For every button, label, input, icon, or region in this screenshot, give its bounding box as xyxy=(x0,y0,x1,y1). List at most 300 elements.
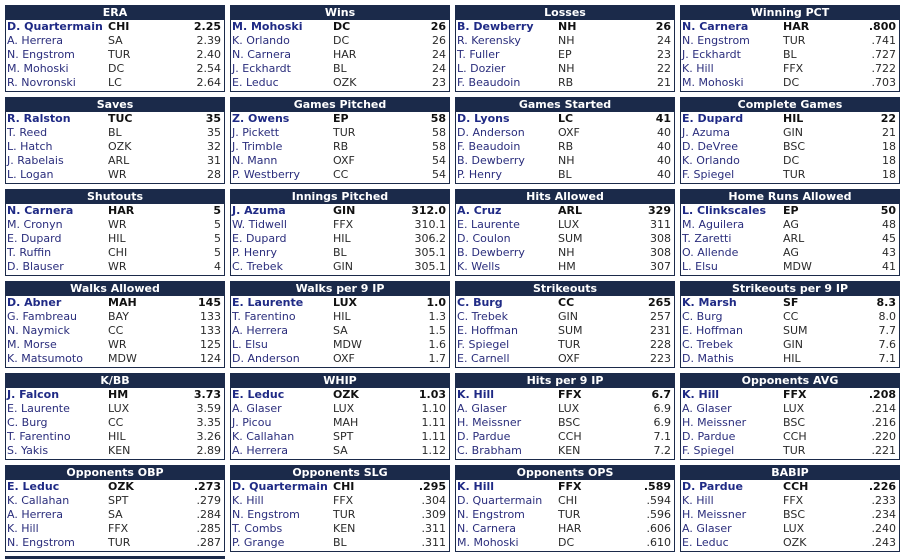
player-name-link[interactable]: E. Hoffman xyxy=(457,324,518,337)
player-name-link[interactable]: M. Morse xyxy=(7,338,57,351)
player-name-link[interactable]: A. Cruz xyxy=(457,204,502,217)
player-name-link[interactable]: A. Herrera xyxy=(232,444,289,457)
stat-value: 40 xyxy=(657,140,671,153)
player-name-link[interactable]: D. Pardue xyxy=(682,430,736,443)
leaderboard-row xyxy=(6,296,224,310)
stat-value: 2.39 xyxy=(196,34,221,47)
player-name-link[interactable]: J. Trimble xyxy=(232,140,283,153)
stat-value: 41 xyxy=(882,260,896,273)
team-abbreviation: BSC xyxy=(558,416,581,429)
player-name-link[interactable]: J. Rabelais xyxy=(7,154,64,167)
player-name-link[interactable]: A. Herrera xyxy=(7,508,64,521)
stat-value: 3.73 xyxy=(193,388,221,401)
leaderboard-card xyxy=(455,97,675,184)
player-name-link[interactable]: E. Hoffman xyxy=(682,324,743,337)
leaderboard-row xyxy=(6,76,224,90)
player-name-link[interactable]: L. Logan xyxy=(7,168,54,181)
player-name-link[interactable]: D. Pardue xyxy=(457,430,511,443)
leaderboard-row xyxy=(456,260,674,274)
stat-value: 4 xyxy=(214,260,221,273)
player-name-link[interactable]: K. Orlando xyxy=(682,154,740,167)
player-name-link[interactable]: T. Farentino xyxy=(232,310,296,323)
leaderboard-row xyxy=(681,76,899,90)
player-name-link[interactable]: B. Dewberry xyxy=(457,20,534,33)
player-name-link[interactable]: N. Engstrom xyxy=(457,508,525,521)
team-abbreviation: EP xyxy=(558,48,572,61)
player-name-link[interactable]: E. Carnell xyxy=(457,352,510,365)
team-abbreviation: SA xyxy=(108,508,123,521)
stat-value: 311 xyxy=(650,218,671,231)
leaderboard-title: Saves xyxy=(6,98,224,112)
player-name-link[interactable]: R. Ralston xyxy=(7,112,71,125)
stat-value: 2.25 xyxy=(193,20,221,33)
team-abbreviation: CCH xyxy=(558,430,582,443)
leaderboard-row xyxy=(681,204,899,218)
player-name-link[interactable]: C. Trebek xyxy=(232,260,283,273)
leaderboard-row xyxy=(681,154,899,168)
team-abbreviation: CC xyxy=(333,168,349,181)
player-name-link[interactable]: M. Mohoski xyxy=(457,536,519,549)
leaderboard-row xyxy=(231,338,449,352)
leaderboard-row xyxy=(6,310,224,324)
leaderboard-row xyxy=(6,430,224,444)
leaderboard-card xyxy=(680,97,900,184)
player-name-link[interactable]: K. Hill xyxy=(232,494,264,507)
leaderboard-row xyxy=(681,126,899,140)
team-abbreviation: HAR xyxy=(558,522,582,535)
leaderboard-row xyxy=(6,416,224,430)
team-abbreviation: TUR xyxy=(333,508,356,521)
stat-value: 312.0 xyxy=(411,204,446,217)
leaderboard-row xyxy=(456,508,674,522)
player-name-link[interactable]: D. DeVree xyxy=(682,140,739,153)
leaderboard-row xyxy=(681,48,899,62)
player-name-link[interactable]: D. Abner xyxy=(7,296,62,309)
leaderboard-row xyxy=(681,352,899,366)
leaderboard-row xyxy=(456,62,674,76)
team-abbreviation: FFX xyxy=(783,62,804,75)
team-abbreviation: OZK xyxy=(108,140,132,153)
stat-value: 223 xyxy=(650,352,671,365)
stat-value: .234 xyxy=(871,508,896,521)
team-abbreviation: LUX xyxy=(558,402,580,415)
player-name-link[interactable]: F. Beaudoin xyxy=(457,76,521,89)
team-abbreviation: HM xyxy=(108,388,129,401)
player-name-link[interactable]: T. Reed xyxy=(7,126,48,139)
team-abbreviation: LUX xyxy=(783,402,805,415)
leaderboard-title: Opponents OBP xyxy=(6,466,224,480)
player-name-link[interactable]: R. Novronski xyxy=(7,76,76,89)
player-name-link[interactable]: M. Mohoski xyxy=(682,76,744,89)
leaderboard-row xyxy=(681,168,899,182)
leaderboard-row xyxy=(681,260,899,274)
leaderboard-title: WHIP xyxy=(231,374,449,388)
team-abbreviation: MDW xyxy=(333,338,362,351)
player-name-link[interactable]: T. Ruffin xyxy=(7,246,52,259)
team-abbreviation: OZK xyxy=(333,76,357,89)
leaderboard-card xyxy=(5,281,225,368)
leaderboard-title: Opponents SLG xyxy=(231,466,449,480)
team-abbreviation: CC xyxy=(558,296,575,309)
player-name-link[interactable]: H. Meissner xyxy=(682,508,747,521)
player-name-link[interactable]: N. Engstrom xyxy=(7,48,75,61)
team-abbreviation: FFX xyxy=(558,480,582,493)
leaderboard-row xyxy=(681,430,899,444)
player-name-link[interactable]: L. Dozier xyxy=(457,62,506,75)
team-abbreviation: BL xyxy=(558,168,572,181)
team-abbreviation: FFX xyxy=(783,388,807,401)
player-name-link[interactable]: B. Dewberry xyxy=(457,154,525,167)
player-name-link[interactable]: K. Callahan xyxy=(7,494,70,507)
player-name-link[interactable]: F. Spiegel xyxy=(682,168,735,181)
leaderboard-row xyxy=(231,76,449,90)
player-name-link[interactable]: A. Glaser xyxy=(457,402,507,415)
player-name-link[interactable]: E. Laurente xyxy=(457,218,520,231)
player-name-link[interactable]: J. Pickett xyxy=(232,126,280,139)
player-name-link[interactable]: E. Dupard xyxy=(232,232,287,245)
leaderboard-card xyxy=(5,189,225,276)
leaderboard-row xyxy=(456,480,674,494)
stat-value: .240 xyxy=(871,522,896,535)
player-name-link[interactable]: M. Aguilera xyxy=(682,218,745,231)
player-name-link[interactable]: K. Matsumoto xyxy=(7,352,83,365)
leaderboard-row xyxy=(231,522,449,536)
team-abbreviation: LUX xyxy=(108,402,130,415)
leaderboard-row xyxy=(456,352,674,366)
player-name-link[interactable]: K. Orlando xyxy=(232,34,290,47)
team-abbreviation: HIL xyxy=(333,310,351,323)
player-name-link[interactable]: A. Herrera xyxy=(7,34,64,47)
stat-value: 41 xyxy=(655,112,671,125)
player-name-link[interactable]: D. Blauser xyxy=(7,260,64,273)
player-name-link[interactable]: L. Elsu xyxy=(682,260,718,273)
leaderboard-title: Innings Pitched xyxy=(231,190,449,204)
player-name-link[interactable]: E. Leduc xyxy=(232,76,279,89)
leaderboard-card xyxy=(680,465,900,552)
player-name-link[interactable]: C. Burg xyxy=(7,416,48,429)
leaderboard-row xyxy=(456,48,674,62)
team-abbreviation: WR xyxy=(108,218,127,231)
player-name-link[interactable]: K. Callahan xyxy=(232,430,295,443)
player-name-link[interactable]: K. Hill xyxy=(682,388,720,401)
player-name-link[interactable]: H. Meissner xyxy=(457,416,522,429)
team-abbreviation: HAR xyxy=(333,48,357,61)
leaderboard-row xyxy=(6,48,224,62)
team-abbreviation: OXF xyxy=(558,352,580,365)
leaderboard-row xyxy=(6,388,224,402)
team-abbreviation: WR xyxy=(108,168,127,181)
leaderboard-card xyxy=(230,373,450,460)
leaderboard-row xyxy=(456,154,674,168)
player-name-link[interactable]: K. Marsh xyxy=(682,296,737,309)
leaderboard-card xyxy=(5,465,225,552)
team-abbreviation: DC xyxy=(333,34,350,47)
player-name-link[interactable]: G. Fambreau xyxy=(7,310,78,323)
leaderboard-row xyxy=(456,204,674,218)
team-abbreviation: DC xyxy=(108,62,125,75)
team-abbreviation: LUX xyxy=(783,522,805,535)
player-name-link[interactable]: M. Mohoski xyxy=(232,20,303,33)
leaderboard-row xyxy=(456,112,674,126)
player-name-link[interactable]: F. Spiegel xyxy=(682,444,735,457)
leaderboard-row xyxy=(231,430,449,444)
leaderboard-row xyxy=(6,536,224,550)
player-name-link[interactable]: R. Kerensky xyxy=(457,34,521,47)
player-name-link[interactable]: J. Azuma xyxy=(232,204,286,217)
leaderboard-card xyxy=(680,281,900,368)
player-name-link[interactable]: D. Anderson xyxy=(457,126,525,139)
player-name-link[interactable]: D. Anderson xyxy=(232,352,300,365)
team-abbreviation: CC xyxy=(783,310,799,323)
player-name-link[interactable]: E. Laurente xyxy=(7,402,70,415)
player-name-link[interactable]: F. Spiegel xyxy=(457,338,510,351)
stat-value: .279 xyxy=(196,494,221,507)
team-abbreviation: BL xyxy=(108,126,122,139)
team-abbreviation: CHI xyxy=(333,480,355,493)
team-abbreviation: ARL xyxy=(558,204,582,217)
player-name-link[interactable]: E. Laurente xyxy=(232,296,304,309)
player-name-link[interactable]: C. Brabham xyxy=(457,444,522,457)
leaderboard-title: Home Runs Allowed xyxy=(681,190,899,204)
stat-value: 133 xyxy=(200,324,221,337)
player-name-link[interactable]: L. Clinkscales xyxy=(682,204,767,217)
player-name-link[interactable]: D. Pardue xyxy=(682,480,743,493)
player-name-link[interactable]: C. Trebek xyxy=(682,338,733,351)
player-name-link[interactable]: E. Dupard xyxy=(7,232,62,245)
player-name-link[interactable]: P. Henry xyxy=(232,246,277,259)
player-name-link[interactable]: N. Mann xyxy=(232,154,278,167)
stat-value: 1.10 xyxy=(421,402,446,415)
player-name-link[interactable]: H. Meissner xyxy=(682,416,747,429)
player-name-link[interactable]: K. Wells xyxy=(457,260,501,273)
leaderboard-title: Hits Allowed xyxy=(456,190,674,204)
leaderboard-row xyxy=(456,536,674,550)
player-name-link[interactable]: J. Eckhardt xyxy=(682,48,741,61)
stat-value: 3.35 xyxy=(196,416,221,429)
player-name-link[interactable]: K. Hill xyxy=(682,494,714,507)
player-name-link[interactable]: L. Elsu xyxy=(232,338,268,351)
leaderboard-title: Strikeouts per 9 IP xyxy=(681,282,899,296)
player-name-link[interactable]: P. Henry xyxy=(457,168,502,181)
team-abbreviation: NH xyxy=(558,246,575,259)
player-name-link[interactable]: J. Falcon xyxy=(7,388,60,401)
stat-value: 231 xyxy=(650,324,671,337)
team-abbreviation: CC xyxy=(108,324,124,337)
stat-value: .220 xyxy=(871,430,896,443)
player-name-link[interactable]: M. Mohoski xyxy=(7,62,69,75)
player-name-link[interactable]: A. Glaser xyxy=(232,402,282,415)
team-abbreviation: ARL xyxy=(783,232,805,245)
player-name-link[interactable]: W. Tidwell xyxy=(232,218,287,231)
stat-value: 43 xyxy=(882,246,896,259)
player-name-link[interactable]: E. Dupard xyxy=(682,112,744,125)
player-name-link[interactable]: C. Burg xyxy=(457,296,503,309)
team-abbreviation: WR xyxy=(108,260,127,273)
leaderboard-title: Losses xyxy=(456,6,674,20)
team-abbreviation: OZK xyxy=(108,480,134,493)
player-name-link[interactable]: E. Leduc xyxy=(682,536,729,549)
player-name-link[interactable]: D. Mathis xyxy=(682,352,734,365)
leaderboard-row xyxy=(6,246,224,260)
player-name-link[interactable]: N. Carnera xyxy=(232,48,291,61)
stat-value: 124 xyxy=(200,352,221,365)
player-name-link[interactable]: B. Dewberry xyxy=(457,246,525,259)
leaderboard-row xyxy=(6,232,224,246)
team-abbreviation: AG xyxy=(783,218,799,231)
player-name-link[interactable]: N. Naymick xyxy=(7,324,70,337)
leaderboard-row xyxy=(6,494,224,508)
team-abbreviation: RB xyxy=(558,76,574,89)
stat-value: 26 xyxy=(655,20,671,33)
stat-value: 40 xyxy=(657,154,671,167)
player-name-link[interactable]: M. Cronyn xyxy=(7,218,63,231)
leaderboard-row xyxy=(456,246,674,260)
player-name-link[interactable]: A. Glaser xyxy=(682,402,732,415)
stat-value: 50 xyxy=(880,204,896,217)
leaderboard-card xyxy=(680,189,900,276)
player-name-link[interactable]: D. Quartermain xyxy=(7,20,103,33)
player-name-link[interactable]: A. Glaser xyxy=(682,522,732,535)
team-abbreviation: TUR xyxy=(558,338,581,351)
leaderboard-row xyxy=(231,168,449,182)
leaderboard-row xyxy=(681,536,899,550)
leaderboard-card xyxy=(680,373,900,460)
team-abbreviation: TUR xyxy=(783,444,806,457)
player-name-link[interactable]: T. Combs xyxy=(232,522,283,535)
player-name-link[interactable]: K. Hill xyxy=(7,522,39,535)
stat-value: 310.1 xyxy=(414,218,446,231)
player-name-link[interactable]: N. Engstrom xyxy=(7,536,75,549)
player-name-link[interactable]: N. Engstrom xyxy=(682,34,750,47)
player-name-link[interactable]: K. Hill xyxy=(682,62,714,75)
player-name-link[interactable]: K. Hill xyxy=(457,480,495,493)
stat-value: .703 xyxy=(871,76,896,89)
player-name-link[interactable]: D. Coulon xyxy=(457,232,511,245)
player-name-link[interactable]: K. Hill xyxy=(457,388,495,401)
team-abbreviation: CHI xyxy=(558,494,578,507)
player-name-link[interactable]: D. Quartermain xyxy=(457,494,543,507)
team-abbreviation: CCH xyxy=(783,480,809,493)
stat-value: .221 xyxy=(871,444,896,457)
leaderboard-row xyxy=(681,232,899,246)
leaderboard-row xyxy=(231,126,449,140)
team-abbreviation: EP xyxy=(783,204,799,217)
player-name-link[interactable]: J. Picou xyxy=(232,416,272,429)
stat-value: .311 xyxy=(421,536,446,549)
player-name-link[interactable]: T. Farentino xyxy=(7,430,71,443)
leaderboard-row xyxy=(681,112,899,126)
player-name-link[interactable]: J. Eckhardt xyxy=(232,62,291,75)
leaderboard-row xyxy=(231,204,449,218)
leaderboard-row xyxy=(456,20,674,34)
stat-value: 145 xyxy=(198,296,221,309)
stat-value: 2.64 xyxy=(196,76,221,89)
stat-value: 1.11 xyxy=(421,430,446,443)
stat-value: 18 xyxy=(882,140,896,153)
stat-value: 8.0 xyxy=(878,310,896,323)
player-name-link[interactable]: P. Grange xyxy=(232,536,285,549)
player-name-link[interactable]: C. Trebek xyxy=(457,310,508,323)
team-abbreviation: LUX xyxy=(558,218,580,231)
player-name-link[interactable]: F. Beaudoin xyxy=(457,140,521,153)
player-name-link[interactable]: J. Azuma xyxy=(682,126,730,139)
stat-value: .610 xyxy=(646,536,671,549)
player-name-link[interactable]: O. Allende xyxy=(682,246,739,259)
leaderboard-title: Shutouts xyxy=(6,190,224,204)
team-abbreviation: SUM xyxy=(558,324,583,337)
player-name-link[interactable]: S. Yakis xyxy=(7,444,49,457)
stat-value: .214 xyxy=(871,402,896,415)
player-name-link[interactable]: N. Carnera xyxy=(457,522,516,535)
leaderboard-row xyxy=(231,112,449,126)
leaderboard-title: Walks Allowed xyxy=(6,282,224,296)
team-abbreviation: BL xyxy=(333,246,347,259)
leaderboard-row xyxy=(231,246,449,260)
team-abbreviation: NH xyxy=(558,34,575,47)
stat-value: 40 xyxy=(657,126,671,139)
leaderboard-title: Walks per 9 IP xyxy=(231,282,449,296)
team-abbreviation: BL xyxy=(333,536,347,549)
leaderboard-row xyxy=(6,508,224,522)
player-name-link[interactable]: T. Fuller xyxy=(457,48,500,61)
player-name-link[interactable]: C. Burg xyxy=(682,310,723,323)
team-abbreviation: SPT xyxy=(108,494,129,507)
stat-value: .287 xyxy=(196,536,221,549)
player-name-link[interactable]: D. Lyons xyxy=(457,112,510,125)
leaderboard-row xyxy=(231,260,449,274)
leaderboard-row xyxy=(456,416,674,430)
stat-value: 5 xyxy=(214,218,221,231)
team-abbreviation: DC xyxy=(333,20,351,33)
leaderboard-row xyxy=(231,154,449,168)
player-name-link[interactable]: T. Zaretti xyxy=(682,232,732,245)
player-name-link[interactable]: N. Engstrom xyxy=(232,508,300,521)
leaderboard-card xyxy=(455,189,675,276)
stat-value: 5 xyxy=(214,232,221,245)
leaderboard-row xyxy=(456,444,674,458)
stat-value: 32 xyxy=(207,140,221,153)
leaderboard-row xyxy=(681,508,899,522)
stat-value: 48 xyxy=(882,218,896,231)
player-name-link[interactable]: Z. Owens xyxy=(232,112,290,125)
leaderboard-row xyxy=(681,444,899,458)
stat-value: 1.6 xyxy=(428,338,446,351)
stat-value: 1.11 xyxy=(421,416,446,429)
player-name-link[interactable]: D. Quartermain xyxy=(232,480,328,493)
player-name-link[interactable]: A. Herrera xyxy=(232,324,289,337)
leaderboard-row xyxy=(6,444,224,458)
team-abbreviation: LUX xyxy=(333,296,358,309)
team-abbreviation: GIN xyxy=(333,204,356,217)
player-name-link[interactable]: E. Leduc xyxy=(7,480,60,493)
stat-value: .285 xyxy=(196,522,221,535)
team-abbreviation: SUM xyxy=(783,324,808,337)
player-name-link[interactable]: P. Westberry xyxy=(232,168,301,181)
player-name-link[interactable]: N. Carnera xyxy=(7,204,74,217)
stat-value: 58 xyxy=(432,140,446,153)
player-name-link[interactable]: N. Carnera xyxy=(682,20,749,33)
team-abbreviation: DC xyxy=(783,76,800,89)
team-abbreviation: BSC xyxy=(783,140,806,153)
stat-value: .233 xyxy=(871,494,896,507)
player-name-link[interactable]: L. Hatch xyxy=(7,140,53,153)
team-abbreviation: GIN xyxy=(783,126,803,139)
leaderboard-row xyxy=(681,310,899,324)
leaderboard-row xyxy=(456,76,674,90)
stat-value: 58 xyxy=(432,126,446,139)
leaderboard-row xyxy=(231,402,449,416)
player-name-link[interactable]: E. Leduc xyxy=(232,388,285,401)
